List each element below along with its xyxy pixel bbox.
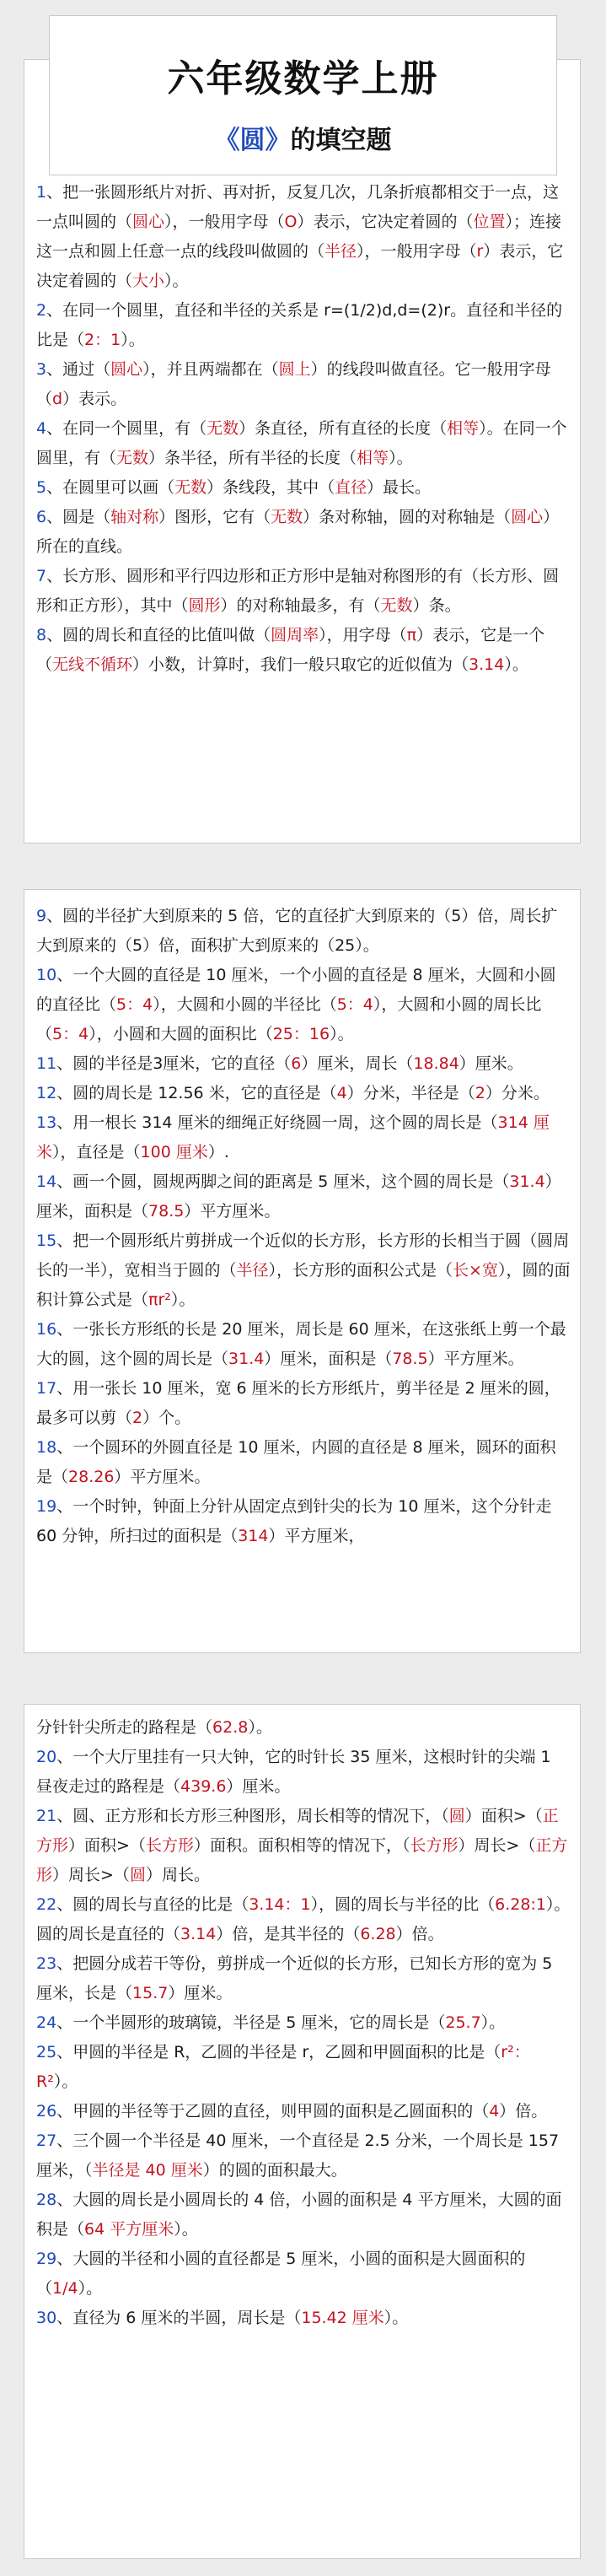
answer-text: 长×宽 <box>453 1261 498 1280</box>
answer-text: 5：4 <box>336 995 373 1014</box>
page-title: 六年级数学上册 <box>167 57 439 100</box>
question-number: 8 <box>36 626 47 644</box>
question-item <box>36 1167 571 1226</box>
answer-text: 轴对称 <box>110 508 159 526</box>
question-text: ）倍，是其半径的（ <box>216 1925 361 1943</box>
question-text: ）。 <box>480 2013 506 2032</box>
question-text: ）面积>（ <box>464 1807 543 1825</box>
question-text: 、三个圆一个半径是 40 厘米，一个直径是 2.5 分米，一个周长是 157 厘米，（ <box>36 2131 560 2180</box>
question-item <box>36 355 571 414</box>
question-text: 、把一个圆形纸片剪拼成一个近似的长方形，长方形的长相当于圆（圆周长的一半），宽相当于圆的（ <box>36 1231 570 1280</box>
question-text: ）表示，它是一个（ <box>36 626 545 674</box>
question-text: ）周长>（ <box>52 1866 130 1884</box>
answer-text: d <box>52 390 63 408</box>
answer-text: πr² <box>148 1291 171 1309</box>
question-text: 、在同一个圆里，有（ <box>46 419 207 438</box>
answer-text: 无数 <box>174 478 207 497</box>
subtitle-rest: 的填空题 <box>290 126 392 155</box>
question-text: 、在圆里可以画（ <box>46 478 175 497</box>
question-item <box>36 1949 571 2008</box>
answer-text: 4 <box>489 2102 500 2121</box>
question-item <box>36 2038 571 2097</box>
question-text: 、用一根长 314 厘米的细绳正好绕圆一周，这个圆的周长是（ <box>56 1113 498 1132</box>
question-number: 13 <box>36 1113 57 1132</box>
question-text: 、圆是（ <box>46 508 111 526</box>
question-text: ）面积>（ <box>68 1836 146 1855</box>
answer-text: 2 <box>475 1084 485 1102</box>
question-text: ）表示，它决定着圆的（ <box>297 213 474 231</box>
question-number: 12 <box>36 1084 57 1102</box>
answer-text: 78.5 <box>148 1202 185 1221</box>
question-text: 、把一张圆形纸片对折、再对折，反复几次，几条折痕都相交于一点，这一点叫圆的（ <box>36 183 560 231</box>
question-text: ）分米，半径是（ <box>346 1084 475 1102</box>
answer-text: 64 平方厘米 <box>84 2220 174 2239</box>
title-box <box>49 15 557 175</box>
answer-text: 无数 <box>380 596 413 615</box>
question-text: ）周长>（ <box>458 1836 536 1855</box>
question-text: 、大圆的周长是小圆周长的 4 倍，小圆的面积是 4 平方厘米，大圆的面积是（ <box>36 2191 562 2239</box>
question-list <box>36 902 571 1551</box>
question-item <box>36 296 571 355</box>
question-text: ）周长。 <box>145 1866 210 1884</box>
question-text: 、一张长方形纸的长是 20 厘米，周长是 60 厘米，在这张纸上剪一个最大的圆，这个圆的周长是（ <box>36 1320 566 1368</box>
question-text: 、画一个圆，圆规两脚之间的距离是 5 厘米，这个圆的周长是（ <box>56 1172 510 1191</box>
answer-text: π <box>406 626 417 644</box>
question-text: ），一般用字母（ <box>164 213 285 231</box>
question-item <box>36 1315 571 1374</box>
question-item <box>36 2304 571 2333</box>
answer-text: 1/4 <box>52 2279 78 2298</box>
question-text: ）倍。 <box>395 1925 444 1943</box>
answer-text: 正方形 <box>36 1836 568 1884</box>
question-number: 10 <box>36 966 57 984</box>
question-text: ）厘米，面积是（ <box>36 1172 561 1221</box>
question-item <box>36 1433 571 1492</box>
answer-text: 圆上 <box>278 360 311 379</box>
question-text: 、甲圆的半径是 R，乙圆的半径是 r，乙圆和甲圆面积的比是（ <box>56 2043 501 2061</box>
question-item <box>36 2126 571 2185</box>
question-text: ）；连接这一点和圆上任意一点的线段叫做圆的（ <box>36 213 562 261</box>
answer-text: 圆 <box>448 1807 465 1825</box>
answer-text: 无线不循环 <box>52 655 133 674</box>
question-item <box>36 1492 571 1551</box>
question-text: ），直径是（ <box>52 1143 141 1161</box>
question-number: 26 <box>36 2102 57 2121</box>
question-text: 、一个圆环的外圆直径是 10 厘米，内圆的直径是 8 厘米，圆环的面积是（ <box>36 1438 556 1486</box>
question-text: ），用字母（ <box>319 626 407 644</box>
answer-text: 100 厘米 <box>140 1143 208 1161</box>
question-text: ）。圆的周长是直径的（ <box>36 1895 571 1943</box>
question-text: ），圆的周长与半径的比（ <box>310 1895 496 1914</box>
question-item <box>36 2097 571 2126</box>
question-text: ）图形，它有（ <box>158 508 271 526</box>
question-text: ），大圆和小圆的半径比（ <box>153 995 337 1014</box>
question-text: ）倍。 <box>499 2102 548 2121</box>
answer-text: 无数 <box>206 419 239 438</box>
answer-text: 长方形 <box>410 1836 459 1855</box>
answer-text: 28.26 <box>68 1468 115 1486</box>
answer-text: 3.14 <box>469 655 505 674</box>
answer-text: 18.84 <box>413 1054 459 1073</box>
question-text: ）. <box>207 1143 229 1161</box>
answer-text: 3.14：1 <box>249 1895 311 1914</box>
question-card-2 <box>24 889 581 1653</box>
question-text: ）表示。 <box>62 390 127 408</box>
question-text: ）小数，计算时，我们一般只取它的近似值为（ <box>132 655 469 674</box>
answer-text: 2 <box>132 1409 143 1427</box>
question-text: ）厘米。 <box>459 1054 523 1073</box>
question-item <box>36 961 571 1049</box>
question-number: 29 <box>36 2250 57 2268</box>
question-item <box>36 562 571 621</box>
question-number: 20 <box>36 1748 57 1766</box>
question-number: 3 <box>36 360 47 379</box>
question-text: ）面积。面积相等的情况下，（ <box>193 1836 410 1855</box>
question-text: 分针针尖所走的路程是（ <box>36 1718 213 1737</box>
page-subtitle <box>50 119 556 156</box>
question-text: ）的对称轴最多，有（ <box>220 596 381 615</box>
question-text: ）。 <box>170 1291 196 1309</box>
question-text: ）厘米，周长（ <box>301 1054 414 1073</box>
question-text: 、通过（ <box>46 360 111 379</box>
answer-text: 5：4 <box>52 1025 89 1043</box>
question-text: ）的圆的面积最大。 <box>202 2161 347 2180</box>
answer-text: 3.14 <box>180 1925 217 1943</box>
question-text: 、直径为 6 厘米的半圆，周长是（ <box>56 2309 302 2327</box>
question-text: ）平方厘米。 <box>114 1468 211 1486</box>
question-text: ），小圆和大圆的面积比（ <box>88 1025 273 1043</box>
answer-text: 25.7 <box>445 2013 481 2032</box>
question-item <box>36 1890 571 1949</box>
question-number: 18 <box>36 1438 57 1457</box>
question-text: 、一个大厅里挂有一只大钟，它的时针长 35 厘米，这根时针的尖端 1 昼夜走过的路程是（ <box>36 1748 551 1796</box>
question-text: ）表示，它决定着圆的（ <box>36 242 564 290</box>
question-number: 2 <box>36 301 47 320</box>
question-text: ）。在同一个圆里，有（ <box>36 419 567 467</box>
question-text: ），长方形的面积公式是（ <box>268 1261 453 1280</box>
answer-text: 6 <box>291 1054 302 1073</box>
question-number: 30 <box>36 2309 57 2327</box>
question-text: ）。 <box>248 1718 272 1737</box>
question-text: ）条对称轴，圆的对称轴是（ <box>303 508 512 526</box>
question-text: ）。 <box>389 449 413 467</box>
question-number: 14 <box>36 1172 57 1191</box>
question-number: 24 <box>36 2013 57 2032</box>
question-item <box>36 621 571 680</box>
question-text: 、长方形、圆形和平行四边形和正方形中是轴对称图形的有（长方形、圆形和正方形），其中（ <box>36 567 560 615</box>
question-number: 25 <box>36 2043 57 2061</box>
answer-text: 无数 <box>116 449 149 467</box>
question-text: ）平方厘米。 <box>427 1350 524 1368</box>
answer-text: 4 <box>336 1084 347 1102</box>
answer-text: 长方形 <box>145 1836 194 1855</box>
question-number: 15 <box>36 1231 57 1250</box>
question-text: ），大圆和小圆的周长比（ <box>36 995 542 1043</box>
question-number: 16 <box>36 1320 57 1339</box>
question-item <box>36 1079 571 1108</box>
question-text: ）。 <box>53 2072 78 2091</box>
subtitle-chapter: 《圆》 <box>214 126 291 155</box>
answer-text: 无数 <box>271 508 303 526</box>
question-card-1 <box>24 59 581 843</box>
question-number: 28 <box>36 2191 57 2209</box>
answer-text: 15.7 <box>132 1984 169 2002</box>
answer-text: 相等 <box>447 419 480 438</box>
question-text: ）平方厘米。 <box>184 1202 281 1221</box>
answer-text: 圆 <box>129 1866 146 1884</box>
question-text: ）。 <box>383 2309 409 2327</box>
question-text: 、用一张长 10 厘米，宽 6 厘米的长方形纸片，剪半径是 2 厘米的圆，最多可以剪（ <box>36 1379 560 1427</box>
question-text: 、圆的半径扩大到原来的 5 倍，它的直径扩大到原来的（5）倍，周长扩大到原来的（5）倍，面积扩大到原来的（25）。 <box>36 907 558 955</box>
question-item <box>36 1108 571 1167</box>
answer-text: 5：4 <box>116 995 153 1014</box>
question-item <box>36 1743 571 1802</box>
question-text: ）。 <box>164 272 189 290</box>
answer-text: 正方形 <box>36 1807 559 1855</box>
question-item <box>36 2245 571 2304</box>
answer-text: 相等 <box>357 449 389 467</box>
question-text: 、一个半圆形的玻璃镜，半径是 5 厘米，它的周长是（ <box>56 2013 446 2032</box>
answer-text: 圆形 <box>188 596 221 615</box>
question-text: ）。 <box>78 2279 103 2298</box>
answer-text: 直径 <box>335 478 367 497</box>
question-text: 、圆的周长和直径的比值叫做（ <box>46 626 271 644</box>
question-number: 7 <box>36 567 47 585</box>
question-item <box>36 2008 571 2038</box>
question-text: ）厘米。 <box>168 1984 233 2002</box>
question-text: ）。 <box>121 331 145 349</box>
question-number: 4 <box>36 419 47 438</box>
question-text: ）分米。 <box>485 1084 550 1102</box>
question-text: ）的线段叫做直径。它一般用字母（ <box>36 360 551 408</box>
question-item <box>36 414 571 473</box>
question-text: 、把圆分成若干等份，剪拼成一个近似的长方形，已知长方形的宽为 5 厘米，长是（ <box>36 1954 553 2002</box>
question-item <box>36 2185 571 2245</box>
question-number: 27 <box>36 2131 57 2150</box>
question-item <box>36 1802 571 1890</box>
answer-text: 314 厘米 <box>36 1113 550 1161</box>
question-text: ），圆的面积计算公式是（ <box>36 1261 571 1309</box>
question-text: 、圆的周长与直径的比是（ <box>56 1895 249 1914</box>
question-item <box>36 1226 571 1315</box>
answer-text: 31.4 <box>509 1172 545 1191</box>
answer-text: 15.42 厘米 <box>301 2309 384 2327</box>
answer-text: 圆心 <box>110 360 143 379</box>
question-number: 6 <box>36 508 47 526</box>
answer-text: 6.28 <box>360 1925 396 1943</box>
question-text: ）条。 <box>412 596 461 615</box>
question-item <box>36 1713 571 1743</box>
question-number: 1 <box>36 183 47 202</box>
question-item <box>36 902 571 961</box>
answer-text: 314 <box>238 1527 269 1545</box>
answer-text: 圆心 <box>132 213 165 231</box>
question-text: 、甲圆的半径等于乙圆的直径，则甲圆的面积是乙圆面积的（ <box>56 2102 490 2121</box>
question-number: 9 <box>36 907 47 925</box>
question-item <box>36 1049 571 1079</box>
question-text: 、一个大圆的直径是 10 厘米，一个小圆的直径是 8 厘米，大圆和小圆的直径比（ <box>36 966 556 1014</box>
answer-text: 25：16 <box>272 1025 330 1043</box>
answer-text: 439.6 <box>180 1777 227 1796</box>
question-card-3 <box>24 1704 581 2559</box>
question-number: 5 <box>36 478 47 497</box>
question-text: ）条直径，所有直径的长度（ <box>239 419 448 438</box>
question-item <box>36 503 571 562</box>
question-item <box>36 1374 571 1433</box>
question-text: ）最长。 <box>367 478 432 497</box>
question-text: ），并且两端都在（ <box>142 360 279 379</box>
question-text: 、圆、正方形和长方形三种图形，周长相等的情况下，（ <box>56 1807 449 1825</box>
question-item <box>36 178 571 296</box>
question-text: ）条半径，所有半径的长度（ <box>148 449 357 467</box>
question-number: 23 <box>36 1954 57 1973</box>
answer-text: 大小 <box>132 272 165 290</box>
question-text: ）个。 <box>142 1409 191 1427</box>
question-number: 19 <box>36 1497 57 1516</box>
question-number: 17 <box>36 1379 57 1398</box>
question-text: ）条线段，其中（ <box>206 478 335 497</box>
answer-text: 2：1 <box>84 331 121 349</box>
answer-text: 圆心 <box>511 508 544 526</box>
question-text: ）。 <box>174 2220 198 2239</box>
answer-text: r <box>476 242 484 261</box>
answer-text: 31.4 <box>228 1350 265 1368</box>
question-list <box>36 1713 571 2333</box>
answer-text: 位置 <box>473 213 506 231</box>
question-number: 11 <box>36 1054 57 1073</box>
question-number: 21 <box>36 1807 57 1825</box>
answer-text: r²：R² <box>36 2043 530 2091</box>
question-list <box>36 178 571 680</box>
question-text: ）平方厘米， <box>268 1527 365 1545</box>
answer-text: 78.5 <box>392 1350 428 1368</box>
question-text: 、在同一个圆里，直径和半径的关系是 r=(1/2)d,d=(2)r。直径和半径的比是（ <box>36 301 563 349</box>
question-text: 、圆的半径是3厘米，它的直径（ <box>56 1054 292 1073</box>
answer-text: 半径是 40 厘米 <box>92 2161 203 2180</box>
answer-text: 6.28:1 <box>495 1895 546 1914</box>
answer-text: 半径 <box>324 242 357 261</box>
question-item <box>36 473 571 503</box>
answer-text: 圆周率 <box>271 626 319 644</box>
question-text: ）。 <box>330 1025 354 1043</box>
answer-text: 62.8 <box>212 1718 249 1737</box>
question-text: ），一般用字母（ <box>357 242 477 261</box>
question-text: ）厘米。 <box>226 1777 291 1796</box>
question-number: 22 <box>36 1895 57 1914</box>
question-text: 、一个时钟，钟面上分针从固定点到针尖的长为 10 厘米，这个分针走 60 分钟，所扫过的面积是（ <box>36 1497 552 1545</box>
question-text: ）所在的直线。 <box>36 508 560 556</box>
answer-text: 半径 <box>236 1261 269 1280</box>
question-text: ）。 <box>504 655 528 674</box>
answer-text: O <box>284 213 298 231</box>
question-text: 、圆的周长是 12.56 米，它的直径是（ <box>56 1084 337 1102</box>
question-text: ）厘米，面积是（ <box>264 1350 393 1368</box>
question-text: 、大圆的半径和小圆的直径都是 5 厘米，小圆的面积是大圆面积的（ <box>36 2250 526 2298</box>
